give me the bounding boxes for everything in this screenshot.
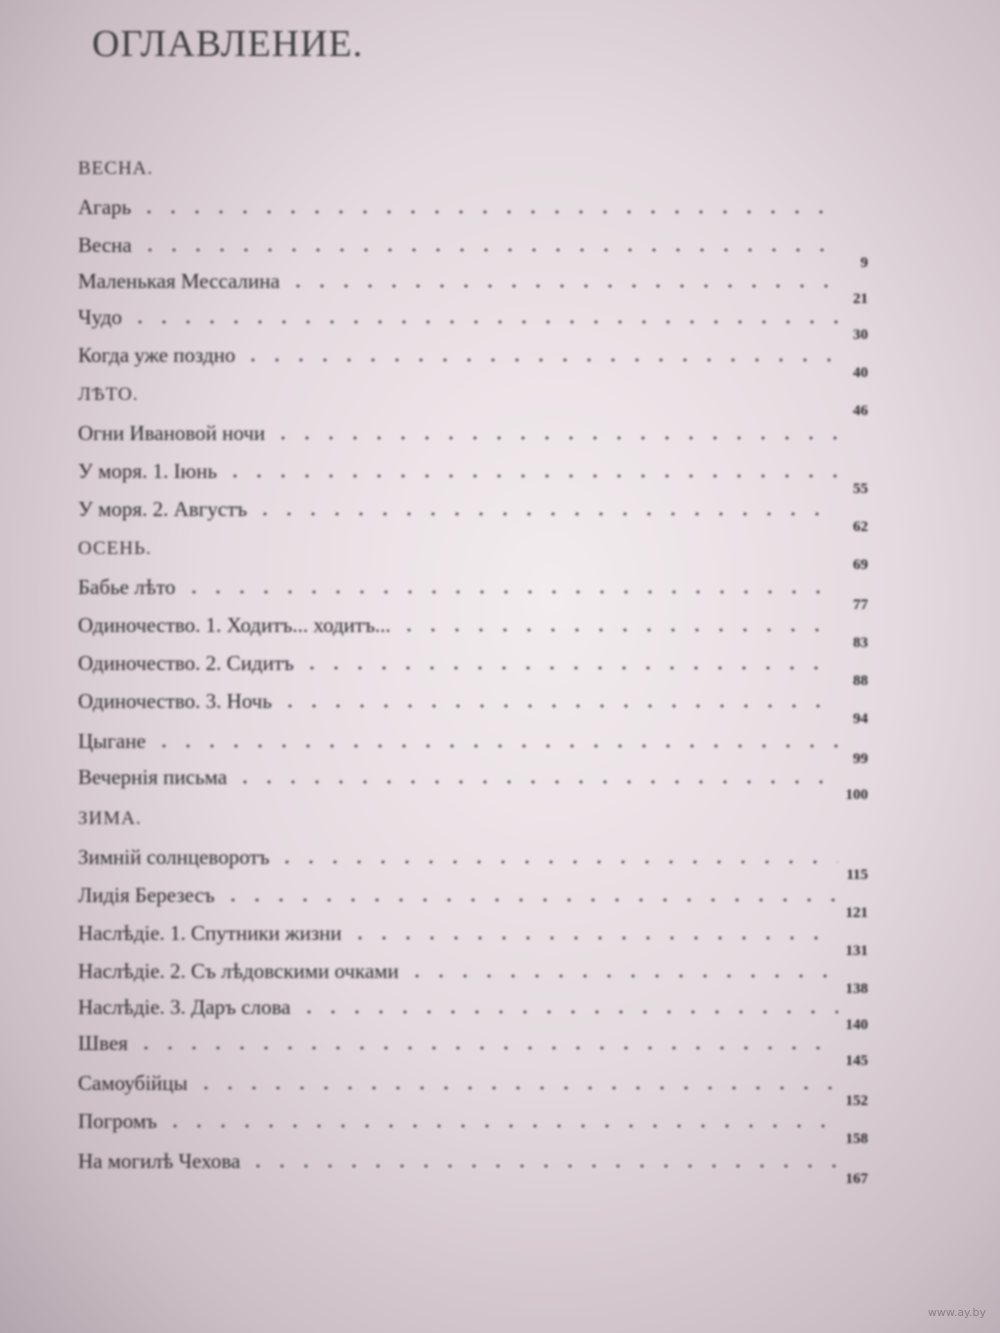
page-number: 88 [853, 673, 868, 689]
entry-title: Наслѣдіе. 3. Даръ слова [78, 995, 291, 1019]
entry-title: Одиночество. 2. Сидитъ [78, 651, 294, 675]
toc-entry [78, 254, 868, 307]
page-number: 40 [853, 365, 868, 381]
dot-leader [221, 898, 838, 902]
dot-leader [128, 320, 838, 324]
entry-title: У моря. 2. Августъ [78, 497, 248, 521]
entry-title: Огни Ивановой ночи [78, 421, 266, 445]
entry-title: Бабье лѣто [78, 575, 176, 599]
page-number: 94 [853, 711, 868, 727]
dot-leader [253, 512, 838, 516]
entry-title: Вечернія письма [78, 765, 228, 789]
toc-entry [78, 218, 868, 271]
entry-title: Погромъ [78, 1109, 158, 1133]
page-number: 138 [845, 981, 868, 997]
entry-title: У моря. 1. Іюнь [78, 459, 218, 483]
page-number: 69 [853, 557, 868, 573]
toc-entry [78, 750, 868, 803]
dot-leader [397, 628, 838, 632]
watermark: www.ay.by [927, 1306, 986, 1319]
toc-section [78, 140, 868, 180]
dot-leader [348, 936, 838, 940]
toc-entry [78, 290, 868, 343]
page-number: 131 [845, 943, 868, 959]
dot-leader [405, 974, 838, 978]
toc-section [78, 520, 868, 573]
toc-entry [78, 560, 868, 613]
toc-entry [78, 1094, 868, 1147]
page-number: 100 [845, 787, 868, 803]
dot-leader [134, 1046, 838, 1050]
dot-leader [271, 436, 838, 440]
page-number: 55 [853, 481, 868, 497]
section-title: ВЕСНА. [78, 158, 154, 179]
dot-leader [278, 704, 838, 708]
page-number: 83 [853, 635, 868, 651]
toc-entry [78, 1056, 868, 1109]
dot-leader [246, 1164, 838, 1168]
dot-leader [297, 1010, 838, 1014]
toc-entry [78, 406, 868, 446]
entry-title: Маленькая Мессалина [78, 269, 280, 293]
toc-entry [78, 714, 868, 767]
toc-entry [78, 674, 868, 727]
entry-title: Швея [78, 1031, 128, 1055]
toc-entry [78, 944, 868, 997]
entry-title: Наслѣдіе. 2. Съ лѣдовскими очками [78, 959, 399, 983]
toc-entry [78, 482, 868, 535]
page-number: 140 [845, 1017, 868, 1033]
section-title: ЗИМА. [78, 808, 142, 829]
page-number: 77 [853, 597, 868, 613]
entry-title: Лидія Березесъ [78, 883, 215, 907]
entry-title: Цыгане [78, 729, 146, 753]
toc-entry [78, 328, 868, 381]
dot-leader [138, 248, 838, 252]
dot-leader [233, 780, 838, 784]
dot-leader [194, 1086, 838, 1090]
section-title: ОСЕНЬ. [78, 538, 152, 559]
toc-entry [78, 906, 868, 959]
page-number: 46 [853, 403, 868, 419]
toc-entry [78, 1016, 868, 1069]
dot-leader [223, 474, 838, 478]
page-number: 167 [845, 1171, 868, 1187]
toc-section [78, 366, 868, 419]
entry-title: Одиночество. 1. Ходитъ... ходитъ... [78, 613, 391, 637]
entry-title: Одиночество. 3. Ночь [78, 689, 272, 713]
section-title: ЛѢТО. [78, 384, 139, 405]
page-number: 9 [860, 255, 868, 271]
entry-title: Агарь [78, 195, 132, 219]
dot-leader [182, 590, 839, 594]
dot-leader [137, 210, 838, 214]
entry-title: Зимній солнцеворотъ [78, 845, 270, 869]
page-number: 21 [853, 291, 868, 307]
dot-leader [152, 744, 838, 748]
dot-leader [286, 284, 838, 288]
toc-section [78, 790, 868, 830]
entry-title: На могилѣ Чехова [78, 1149, 241, 1173]
toc-entry [78, 980, 868, 1033]
toc-entry [78, 636, 868, 689]
page-number: 99 [853, 751, 868, 767]
dot-leader [275, 860, 838, 864]
page-number: 158 [845, 1131, 868, 1147]
toc-entry [78, 868, 868, 921]
page-title: ОГЛАВЛЕНИЕ. [92, 23, 364, 65]
entry-title: Самоубійцы [78, 1071, 188, 1095]
page-number: 30 [853, 327, 868, 343]
entry-title: Наслѣдіе. 1. Спутники жизни [78, 921, 342, 945]
toc-entry [78, 830, 868, 883]
toc-entry [78, 1134, 868, 1187]
page-number: 115 [846, 867, 868, 883]
dot-leader [241, 358, 838, 362]
page-number: 62 [853, 519, 868, 535]
toc-entry [78, 598, 868, 651]
entry-title: Когда уже поздно [78, 343, 236, 367]
toc-entry [78, 180, 868, 220]
page-number: 152 [845, 1093, 868, 1109]
toc-entry [78, 444, 868, 497]
entry-title: Весна [78, 233, 132, 257]
entry-title: Чудо [78, 305, 123, 329]
page-number: 121 [845, 905, 868, 921]
page-number: 145 [845, 1053, 868, 1069]
dot-leader [163, 1124, 838, 1128]
dot-leader [300, 666, 838, 670]
